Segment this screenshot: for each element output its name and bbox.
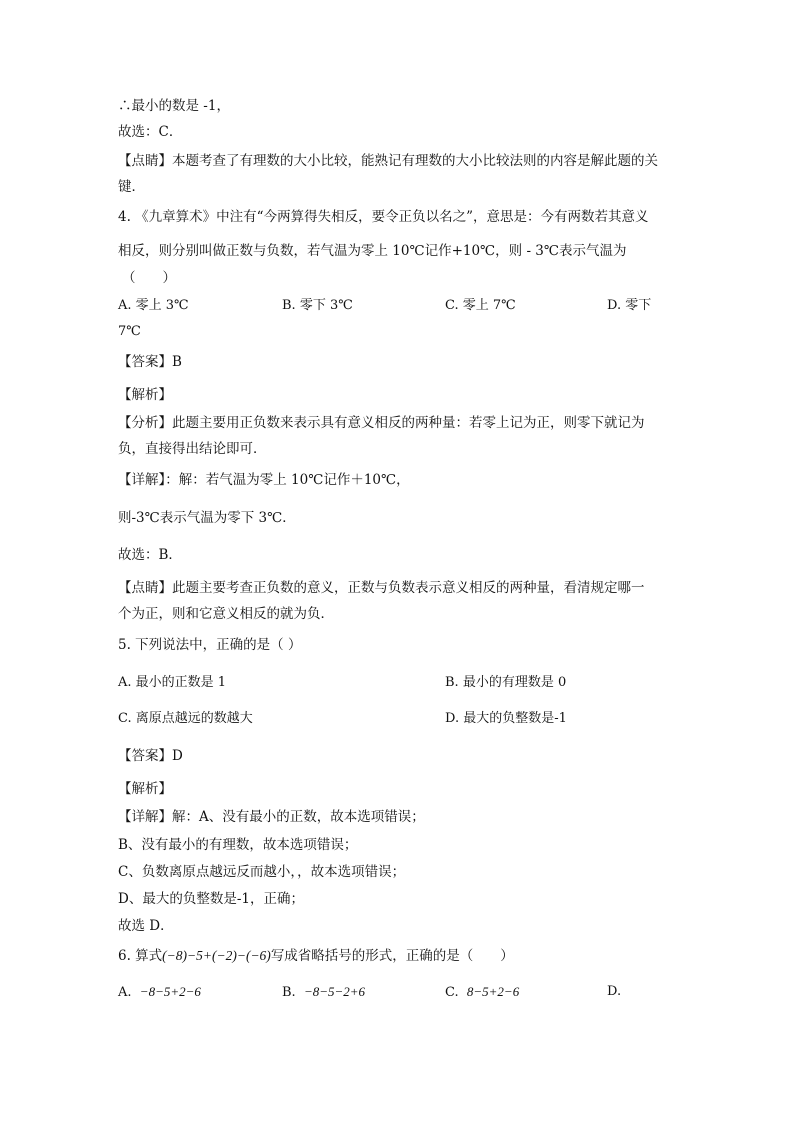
question-6-option-a-label: A.	[118, 985, 132, 1000]
question-4-option-a: A. 零上 3℃	[118, 298, 189, 313]
question-6-expression: (−8)−5+(−2)−(−6)	[162, 948, 271, 963]
question-4-analysis: 【分析】此题主要用正负数来表示具有意义相反的两种量：若零上记为正，则零下就记为	[118, 415, 645, 431]
question-4-analysis-heading: 【解析】	[118, 387, 172, 403]
comment-line-cont: 键．	[118, 179, 145, 195]
question-4-detail: 【详解】：解：若气温为零上 10℃记作＋10℃，	[118, 472, 410, 488]
question-6-option-b	[282, 983, 365, 1002]
question-5-detail: 【详解】解：A、没有最小的正数，故本选项错误；	[118, 809, 425, 825]
comment-line: 【点睛】本题考查了有理数的大小比较，能熟记有理数的大小比较法则的内容是解此题的关	[118, 153, 658, 169]
question-4-detail-cont: 则-3℃表示气温为零下 3℃．	[118, 510, 296, 526]
question-5-option-d: D. 最大的负整数是-1	[445, 711, 567, 726]
question-4-option-d: D. 零下	[607, 298, 652, 313]
question-4-option-b: B. 零下 3℃	[282, 298, 353, 313]
question-5-analysis-heading: 【解析】	[118, 781, 172, 797]
question-6-option-d	[607, 983, 621, 1001]
question-5-answer: 【答案】D	[118, 748, 183, 764]
question-6-option-b-expression: −8−5−2+6	[303, 984, 366, 999]
conclusion-line: ∴最小的数是 -1，	[118, 98, 230, 114]
question-6-option-b-label: B.	[282, 985, 296, 1000]
question-5-option-c: C. 离原点越远的数越大	[118, 711, 253, 726]
question-4-answer: 【答案】B	[118, 354, 182, 370]
question-4-option-d-cont: 7℃	[118, 324, 141, 339]
question-5-choice: 故选 D．	[118, 918, 174, 934]
question-6-stem-prefix: 6. 算式	[118, 948, 163, 964]
question-6-option-d-label: D.	[607, 984, 622, 999]
question-6-stem-suffix: 写成省略括号的形式，正确的是（ ）	[270, 948, 514, 964]
question-6-option-c-label: C.	[445, 985, 459, 1000]
question-5-option-a: A. 最小的正数是 1	[118, 675, 227, 690]
question-4-comment-cont: 个为正，则和它意义相反的就为负．	[118, 606, 334, 622]
question-4-analysis-cont: 负，直接得出结论即可．	[118, 441, 267, 457]
question-6-stem	[118, 947, 514, 965]
question-5-stem: 5. 下列说法中，正确的是（ ）	[118, 637, 302, 653]
question-6-option-a	[118, 983, 201, 1002]
question-5-detail-b: B、没有最小的有理数，故本选项错误；	[118, 837, 358, 853]
question-6-option-a-expression: −8−5+2−6	[139, 984, 201, 999]
question-4-option-c: C. 零上 7℃	[445, 298, 516, 313]
question-4-choice: 故选：B．	[118, 547, 182, 563]
question-4-comment: 【点睛】此题主要考查正负数的意义，正数与负数表示意义相反的两种量，看清规定哪一	[118, 580, 645, 596]
question-4-stem-cont: 相反，则分别叫做正数与负数，若气温为零上 10℃记作+10℃，则 - 3℃表示气温为	[118, 243, 627, 259]
choice-line: 故选：C．	[118, 124, 183, 140]
question-5-detail-d: D、最大的负整数是-1，正确；	[118, 891, 304, 907]
question-4-stem: 4. 《九章算术》中注有“今两算得失相反，要令正负以名之”，意思是：今有两数若其意义	[118, 209, 649, 225]
question-5-detail-c: C、负数离原点越远反而越小，，故本选项错误；	[118, 864, 406, 880]
question-6-option-c	[445, 983, 519, 1002]
question-5-option-b: B. 最小的有理数是 0	[445, 675, 567, 690]
question-4-blank: （ ）	[122, 270, 176, 286]
question-6-option-c-expression: 8−5+2−6	[466, 984, 520, 999]
